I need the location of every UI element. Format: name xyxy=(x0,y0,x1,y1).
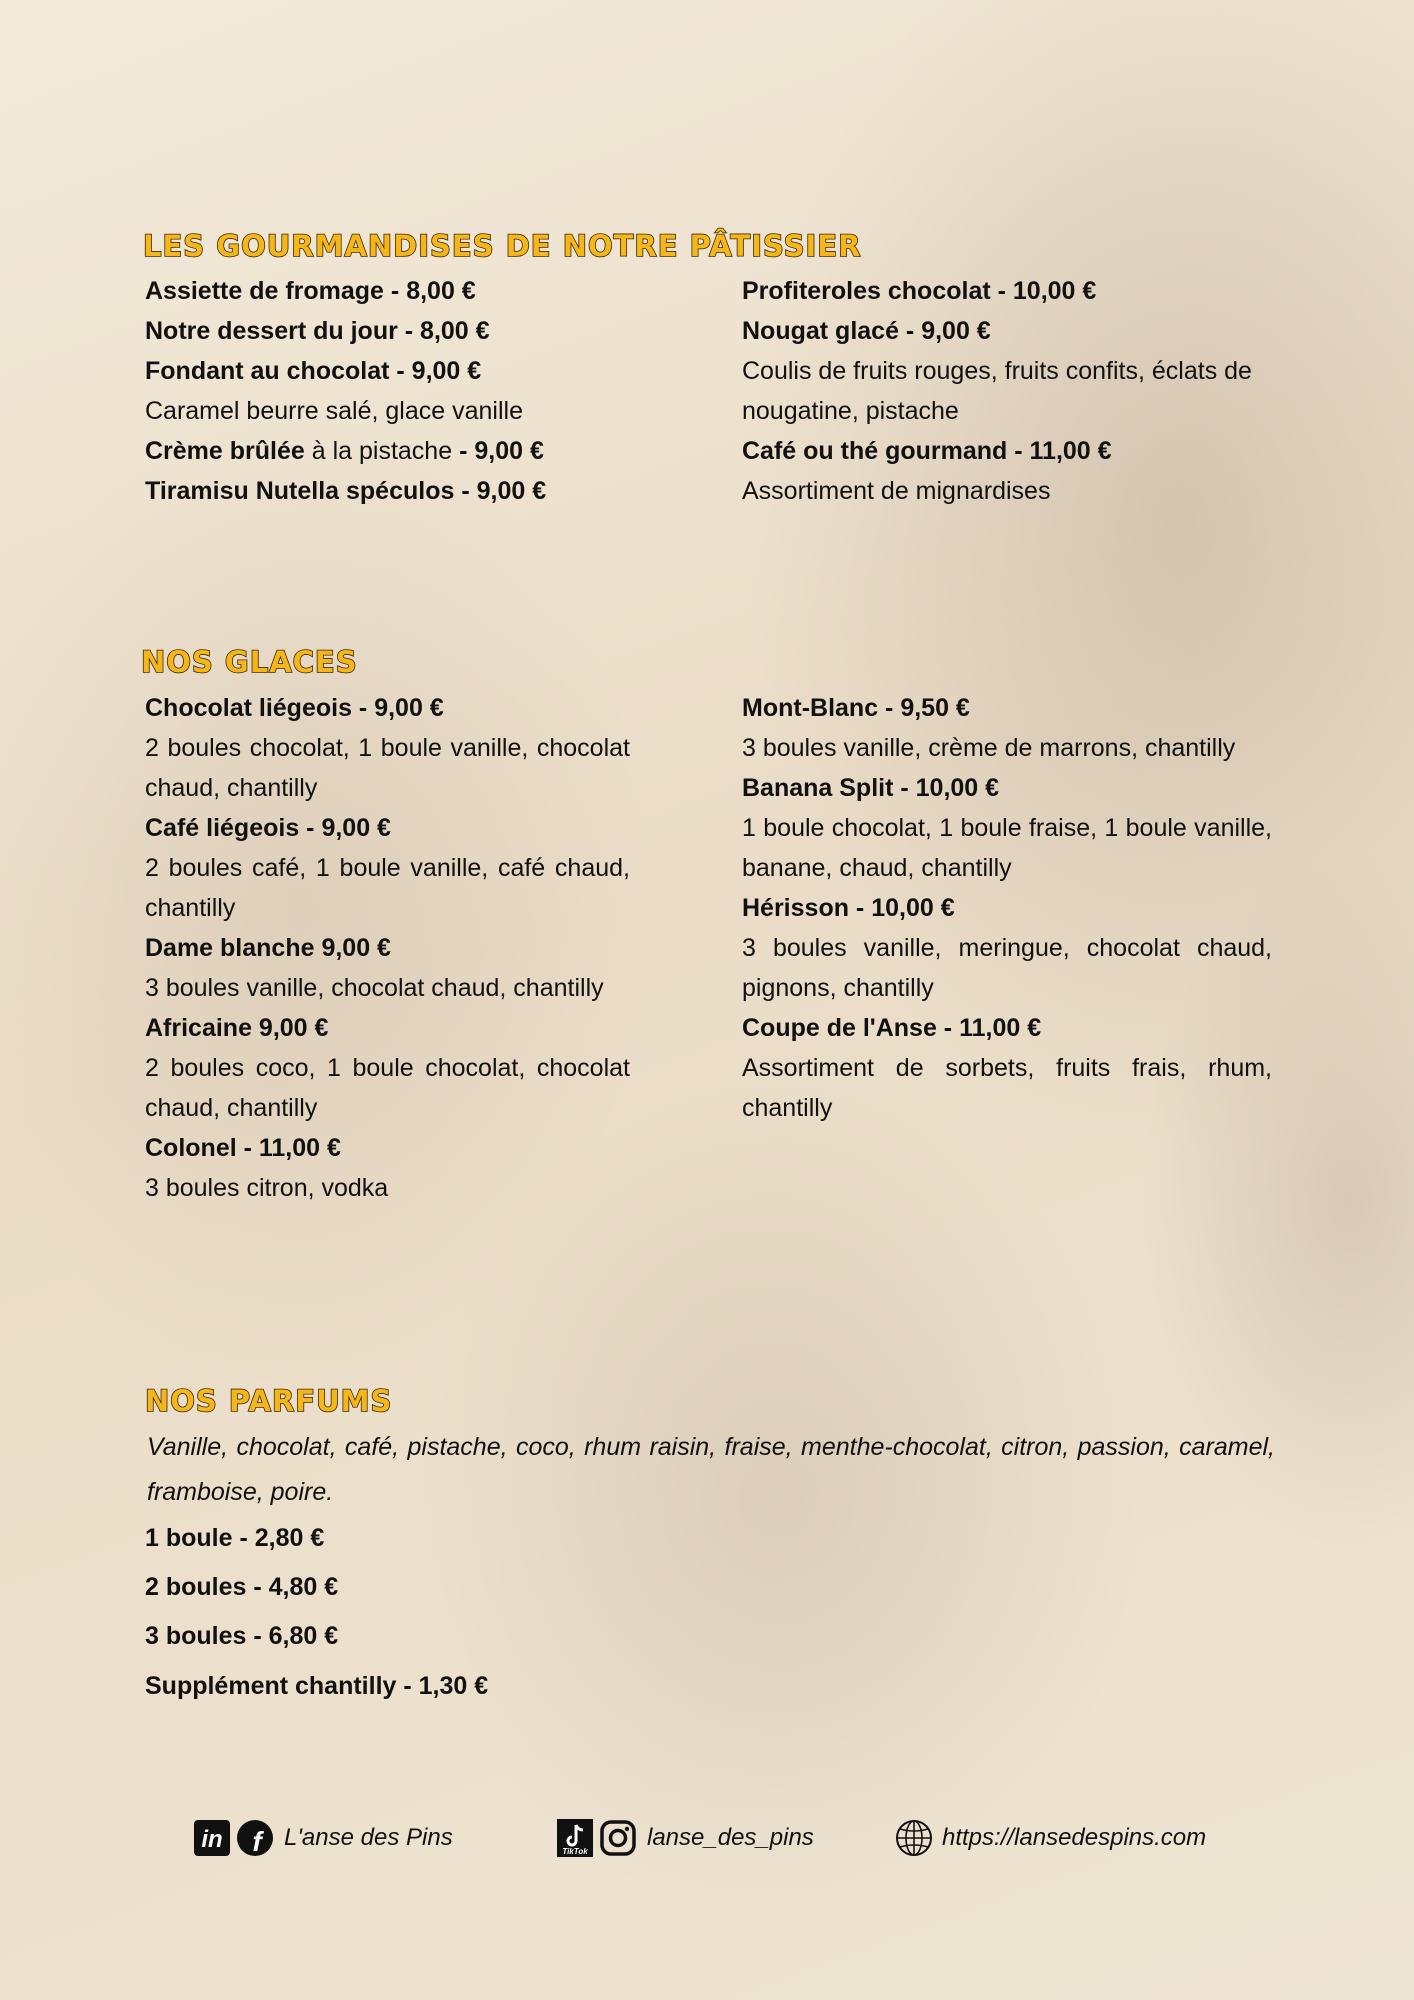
tiktok-icon[interactable] xyxy=(557,1819,593,1857)
facebook-icon[interactable] xyxy=(236,1819,274,1857)
glace-description: 2 boules coco, 1 boule chocolat, chocolat chaud, chantilly xyxy=(145,1054,630,1122)
website-link[interactable]: https://lansedespins.com xyxy=(942,1824,1207,1851)
flavors-list: Vanille, chocolat, café, pistache, coco, rhum raisin, fraise, menthe-chocolat, citron, passion, caramel, framboise, poire. xyxy=(147,1433,1275,1506)
glace-description: 1 boule chocolat, 1 boule fraise, 1 boule vanille, banane, chaud, chantilly xyxy=(742,814,1272,882)
dessert-item: Notre dessert du jour - 8,00 € xyxy=(145,317,490,345)
glace-name: Africaine 9,00 € xyxy=(145,1014,329,1042)
chantilly-supplement-price: Supplément chantilly - 1,30 € xyxy=(145,1672,489,1700)
glace-name: Coupe de l'Anse - 11,00 € xyxy=(742,1014,1042,1042)
desserts-section-title: LES GOURMANDISES DE NOTRE PÂTISSIER xyxy=(143,229,862,263)
desserts-left-column xyxy=(145,271,645,511)
svg-text:in: in xyxy=(201,1826,223,1853)
glaces-right-column xyxy=(742,688,1272,1128)
glace-name: Café liégeois - 9,00 € xyxy=(145,814,391,842)
scoop-price-1: 1 boule - 2,80 € xyxy=(145,1524,325,1552)
glace-name: Colonel - 11,00 € xyxy=(145,1134,341,1162)
footer-social-facebook[interactable] xyxy=(194,1818,453,1858)
dessert-item: Profiteroles chocolat - 10,00 € xyxy=(742,277,1097,305)
dessert-description: Coulis de fruits rouges, fruits confits, éclats de nougatine, pistache xyxy=(742,357,1252,425)
dessert-item: Café ou thé gourmand - 11,00 € xyxy=(742,437,1112,465)
glace-name: Mont-Blanc - 9,50 € xyxy=(742,694,970,722)
glace-description: 3 boules vanille, chocolat chaud, chantilly xyxy=(145,974,604,1002)
scoop-price-3: 3 boules - 6,80 € xyxy=(145,1622,339,1650)
dessert-item: Tiramisu Nutella spéculos - 9,00 € xyxy=(145,477,547,505)
dessert-item: Assiette de fromage - 8,00 € xyxy=(145,277,476,305)
instagram-icon[interactable] xyxy=(599,1819,637,1857)
svg-text:TikTok: TikTok xyxy=(562,1847,588,1856)
scoop-price-2: 2 boules - 4,80 € xyxy=(145,1573,339,1601)
footer-social-instagram[interactable] xyxy=(557,1818,814,1858)
glace-description: 2 boules café, 1 boule vanille, café chaud, chantilly xyxy=(145,854,630,922)
svg-text:f: f xyxy=(252,1826,262,1857)
parfums-section-title: NOS PARFUMS xyxy=(145,1384,393,1418)
desserts-right-column xyxy=(742,271,1274,511)
dessert-item: Fondant au chocolat - 9,00 € xyxy=(145,357,482,385)
glace-description: 3 boules vanille, crème de marrons, chantilly xyxy=(742,734,1236,762)
glace-description: Assortiment de sorbets, fruits frais, rhum, chantilly xyxy=(742,1054,1272,1122)
glace-description: 2 boules chocolat, 1 boule vanille, chocolat chaud, chantilly xyxy=(145,734,630,802)
glaces-left-column xyxy=(145,688,630,1208)
glace-name: Chocolat liégeois - 9,00 € xyxy=(145,694,444,722)
dessert-item: Nougat glacé - 9,00 € xyxy=(742,317,991,345)
dessert-item: Crème brûlée à la pistache - 9,00 € xyxy=(145,437,544,465)
glace-name: Hérisson - 10,00 € xyxy=(742,894,955,922)
facebook-page-name[interactable]: L'anse des Pins xyxy=(284,1824,453,1851)
linkedin-icon[interactable] xyxy=(194,1820,230,1856)
dessert-description: Caramel beurre salé, glace vanille xyxy=(145,397,523,425)
footer-website[interactable] xyxy=(894,1818,1206,1858)
dessert-description: Assortiment de mignardises xyxy=(742,477,1051,505)
glace-description: 3 boules vanille, meringue, chocolat chaud, pignons, chantilly xyxy=(742,934,1272,1002)
glace-name: Banana Split - 10,00 € xyxy=(742,774,1000,802)
glace-description: 3 boules citron, vodka xyxy=(145,1174,389,1202)
globe-icon[interactable] xyxy=(894,1818,934,1858)
glaces-section-title: NOS GLACES xyxy=(141,645,358,679)
glace-name: Dame blanche 9,00 € xyxy=(145,934,391,962)
instagram-handle[interactable]: lanse_des_pins xyxy=(647,1824,814,1851)
